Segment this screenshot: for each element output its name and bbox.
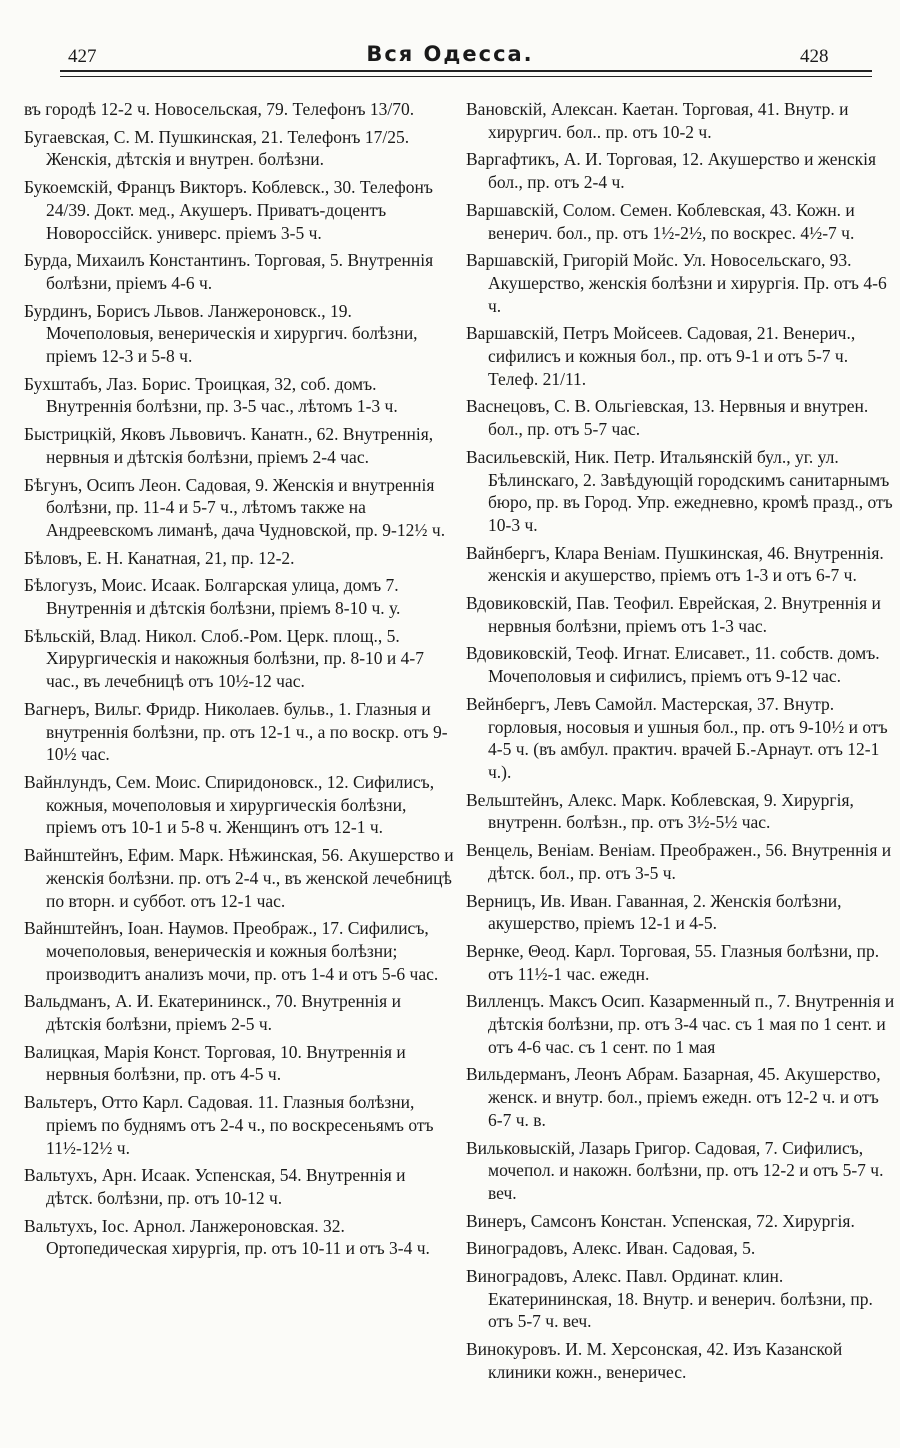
directory-entry: Бугаевская, С. М. Пушкинская, 21. Телефонъ 17/25. Женскія, дѣтскія и внутрен. болѣзни. xyxy=(24,126,410,170)
header-rule-thin xyxy=(60,76,872,77)
directory-entry: Вальдманъ, А. И. Екатерининск., 70. Внутреннія и дѣтскія болѣзни, пріемъ 2-5 ч. xyxy=(24,991,401,1035)
directory-entry: въ городѣ 12-2 ч. Новосельская, 79. Телефонъ 13/70. xyxy=(24,99,415,119)
directory-entry: Бѣловъ, Е. Н. Канатная, 21, пр. 12-2. xyxy=(24,547,295,568)
directory-entry: Вайнлундъ, Сем. Моис. Спиридоновск., 12. Сифилисъ, кожныя, мочеполовыя и хирургическія болѣзни, пріемъ отъ 10-1 и 5-8 ч. Женщинъ отъ 12-1 ч. xyxy=(24,771,435,838)
directory-entry: Вейнбергъ, Левъ Самойл. Мастерская, 37. Внутр. горловыя, носовыя и ушныя бол., пр. отъ 9-10½ и отъ 4-5 ч. (въ амбул. практич. врачей Б.-Арнаут. отъ 12-1 ч.). xyxy=(466,693,888,782)
directory-entry: Вельштейнъ, Алекс. Марк. Коблевская, 9. Хирургія, внутренн. болѣзн., пр. отъ 3½-5½ час. xyxy=(466,789,854,833)
directory-entry: Васильевскій, Ник. Петр. Итальянскій бул., уг. ул. Бѣлинскаго, 2. Завѣдующій городскимъ санитарнымъ бюро, пр. въ Город. Упр. ежедневно, кромѣ празд., отъ 10-3 ч. xyxy=(466,446,893,535)
directory-entry: Быстрицкій, Яковъ Львовичъ. Канатн., 62. Внутреннія, нервныя и дѣтскія болѣзни, пріемъ 2-4 час. xyxy=(24,424,434,467)
directory-entry: Вдовиковскій, Теоф. Игнат. Елисавет., 11. собств. домъ. Мочеполовыя и сифилисъ, пріемъ отъ 9-12 час. xyxy=(466,643,880,687)
directory-entry: Верницъ, Ив. Иван. Гаванная, 2. Женскія болѣзни, акушерство, пріемъ 12-1 и 4-5. xyxy=(466,890,842,934)
page-header xyxy=(0,0,900,80)
directory-entry: Бѣльскій, Влад. Никол. Слоб.-Ром. Церк. площ., 5. Хирургическія и накожныя болѣзни, пр. 8-10 и 4-7 час., въ лечебницѣ отъ 10½-12 час. xyxy=(24,625,425,692)
directory-entry: Варшавскій, Солом. Семен. Коблевская, 43. Кожн. и венерич. бол., пр. отъ 1½-2½, по воскрес. 4½-7 ч. xyxy=(466,199,855,243)
directory-entry: Вдовиковскій, Пав. Теофил. Еврейская, 2. Внутреннія и нервныя болѣзни, пріемъ отъ 1-3 час. xyxy=(466,593,881,636)
directory-entry: Валицкая, Марія Конст. Торговая, 10. Внутреннія и нервныя болѣзни, пр. отъ 4-5 ч. xyxy=(24,1041,406,1085)
directory-entry: Вальтухъ, Арн. Исаак. Успенская, 54. Внутреннія и дѣтск. болѣзни, пр. отъ 10-12 ч. xyxy=(24,1165,406,1208)
directory-entry: Варшавскій, Григорій Мойс. Ул. Новосельскаго, 93. Акушерство, женскія болѣзни и хирургія. Пр. отъ 4-6 ч. xyxy=(466,250,887,316)
directory-entry: Винокуровъ. И. М. Херсонская, 42. Изъ Казанской клиники кожн., венеричес. xyxy=(466,1339,843,1382)
directory-entry: Бѣгунъ, Осипъ Леон. Садовая, 9. Женскія и внутреннія болѣзни, пр. 11-4 и 5-7 ч., лѣтомъ также на Андреевскомъ лиманѣ, дача Чудновской, пр. 9-12½ ч. xyxy=(24,474,446,540)
directory-entry: Вальтухъ, Іос. Арнол. Ланжероновская. 32. Ортопедическая хирургія, пр. отъ 10-11 и отъ 3-4 ч. xyxy=(24,1215,430,1259)
directory-entry: Вильдерманъ, Леонъ Абрам. Базарная, 45. Акушерство, женск. и внутр. бол., пріемъ ежедн. отъ 12-2 ч. и отъ 6-7 ч. в. xyxy=(466,1064,881,1130)
directory-entry: Вановскій, Алексан. Каетан. Торговая, 41. Внутр. и хирургич. бол.. пр. отъ 10-2 ч. xyxy=(466,99,849,142)
directory-entry: Вернке, Θеод. Карл. Торговая, 55. Глазныя болѣзни, пр. отъ 11½-1 час. ежедн. xyxy=(466,940,880,984)
page-number-left: 427 xyxy=(68,46,97,67)
directory-entry: Бурдинъ, Борисъ Львов. Ланжероновск., 19. Мочеполовыя, венерическія и хирургич. болѣзни, пріемъ 12-3 и 5-8 ч. xyxy=(24,300,418,367)
directory-entry: Виноградовъ, Алекс. Павл. Ординат. клин. Екатерининская, 18. Внутр. и венерич. болѣзни, пр. отъ 5-7 ч. веч. xyxy=(466,1266,873,1332)
directory-entry: Бурда, Михаилъ Константинъ. Торговая, 5. Внутреннія болѣзни, пріемъ 4-6 ч. xyxy=(24,250,434,293)
directory-entry: Варшавскій, Петръ Мойсеев. Садовая, 21. Венерич., сифилисъ и кожныя бол., пр. отъ 9-1 и отъ 5-7 ч. Телеф. 21/11. xyxy=(466,323,856,389)
directory-entry: Букоемскій, Францъ Викторъ. Коблевск., 30. Телефонъ 24/39. Докт. мед., Акушеръ. Приватъ-доцентъ Новороссійск. универс. пріемъ 3-5 ч. xyxy=(24,177,433,243)
directory-entry: Бухштабъ, Лаз. Борис. Троицкая, 32, соб. домъ. Внутреннія болѣзни, пр. 3-5 час., лѣтомъ 1-3 ч. xyxy=(24,373,398,417)
directory-entry: Васнецовъ, С. В. Ольгіевская, 13. Нервныя и внутрен. бол., пр. отъ 5-7 час. xyxy=(466,396,869,440)
page-number-right: 428 xyxy=(800,46,829,67)
directory-entry: Вальтеръ, Отто Карл. Садовая. 11. Глазныя болѣзни, пріемъ по буднямъ отъ 2-4 ч., по воскресеньямъ отъ 11½-12½ ч. xyxy=(24,1092,434,1158)
directory-entry: Венцель, Веніам. Веніам. Преображен., 56. Внутреннія и дѣтск. бол., пр. отъ 3-5 ч. xyxy=(466,840,892,883)
directory-entry: Вайнбергъ, Клара Веніам. Пушкинская, 46. Внутреннія. женскія и акушерство, пріемъ отъ 1-3 и отъ 6-7 ч. xyxy=(466,542,884,586)
directory-entry: Вагнеръ, Вильг. Фридр. Николаев. бульв., 1. Глазныя и внутреннія болѣзни, пр. отъ 12-1 ч., а по воскр. отъ 9-10½ час. xyxy=(24,698,448,765)
directory-entry: Виноградовъ, Алекс. Иван. Садовая, 5. xyxy=(466,1238,756,1259)
directory-entry: Варгафтикъ, А. И. Торговая, 12. Акушерство и женскія бол., пр. отъ 2-4 ч. xyxy=(466,149,877,193)
directory-entry: Вайнштейнъ, Іоан. Наумов. Преображ., 17. Сифилисъ, мочеполовыя, венерическія и кожныя болѣзни; производитъ анализъ мочи, пр. отъ 1-4 и отъ 5-6 час. xyxy=(24,918,439,984)
directory-entry: Вайнштейнъ, Ефим. Марк. Нѣжинская, 56. Акушерство и женскія болѣзни. пр. отъ 2-4 ч., въ женской лечебницѣ по вторн. и суббот. отъ 12-1 час. xyxy=(24,845,454,911)
directory-entry: Вильковыскій, Лазарь Григор. Садовая, 7. Сифилисъ, мочепол. и накожн. болѣзни, пр. отъ 12-2 и отъ 5-7 ч. веч. xyxy=(466,1137,884,1203)
directory-entry: Винеръ, Самсонъ Констан. Успенская, 72. Хирургія. xyxy=(466,1210,855,1231)
directory-entry: Вилленцъ. Максъ Осип. Казарменный п., 7. Внутреннія и дѣтскія болѣзни, пр. отъ 3-4 час. съ 1 мая по 1 сент. и отъ 4-6 час. съ 1 сент. по 1 мая xyxy=(466,991,895,1057)
running-title: Вся Одесса. xyxy=(366,42,534,66)
right-column xyxy=(466,98,896,1389)
left-column xyxy=(24,98,454,1265)
directory-entry: Бѣлогузъ, Моис. Исаак. Болгарская улица, домъ 7. Внутреннія и дѣтскія болѣзни, пріемъ 8-10 ч. у. xyxy=(24,575,401,619)
header-rule-thick xyxy=(60,70,872,72)
